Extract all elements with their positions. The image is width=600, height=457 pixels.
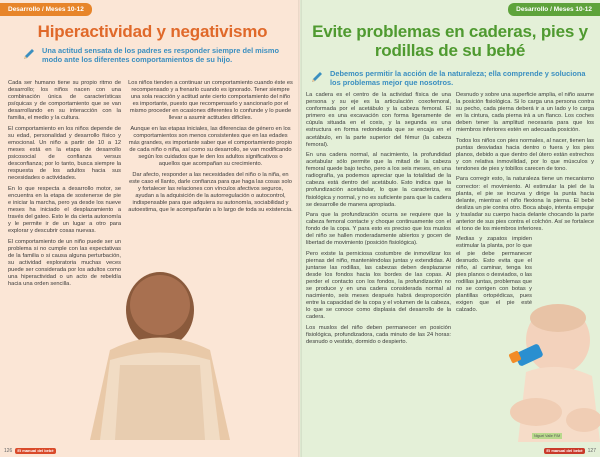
- left-footer: [4, 448, 56, 455]
- paragraph: Para que la profundización ocurra se requiere que la cabeza femoral contacte y choque continuamente con el fondo de la copa. Y para esto es preciso que los muslos del niño se hallen moderadamente abiertos y gocen de libertad de movimiento (posición fisiológica).: [306, 211, 451, 247]
- baby-bottle-photo: [496, 300, 600, 442]
- right-footer: [544, 448, 596, 455]
- paragraph: El comportamiento en los niños depende de su edad, personalidad y desarrollo físico y emocional. Un niño a partir de 10 a 12 meses está en la etapa de desarrollo psicosocial de confianza versus desconfianza; por lo tanto, busca siempre la respuesta de los adultos hacia sus necesidades o actividades.: [8, 125, 121, 182]
- paragraph: Los niños tienden a continuar un comportamiento cuando éste es recompensado y a frenarlo cuando es ignorado. Tener siempre una sola reacción y actitud ante cierto comportamiento del niño es importante, puesto que recompensarlo y sancionarlo por el mismo proceder en ocasiones diferentes lo confunde y lo puede llevar a asumir actitudes difíciles.: [128, 80, 293, 122]
- right-page-title: Evite problemas en caderas, pies y rodillas de su bebé: [312, 22, 588, 60]
- paragraph: Dar afecto, responder a las necesidades del niño o la niña, en este caso el llanto, darle confianza para que haga las cosas solo y fortalecer las relaciones con vínculos afectivos seguros, ayudan a la adquisición de la autorregulación o autocontrol, indispensable para que adquiera su autonomía, sociabilidad y autoestima, que le acompañarán a lo largo de toda su existencia.: [128, 171, 293, 213]
- paragraph: Medias y zapatos impiden estimular la planta, por lo que el pie debe permanecer desnudo. Esto evita que el niño, al caminar, tenga los pies planos o desviados, o las rodillas juntas, problemas que no se corrigen con botas y plantillas ortopédicas, pues exigen que el pie esté calzado.: [456, 236, 532, 314]
- paragraph: El comportamiento de un niño puede ser un problema si no cumple con las expectativas de la familia o si causa alguna perturbación, su actividad exploratoria muchas veces puede ser considerada por los adultos como una hiperactividad o un acto de rebeldía hacia una orden sencilla.: [8, 238, 121, 288]
- manual-logo: El manual del bebé: [17, 447, 54, 453]
- paragraph: En una cadera normal, al nacimiento, la profundidad acetabular sólo permite que la mitad de la cabeza femoral quede bajo techo, pero a los seis meses, en una radiografía, ya podemos apreciar que la totalidad de la cabeza está dentro del acetábulo. Esto indica que la profundización acetabular, lo que la caracteriza, es fisiológica y normal, y no es suficiente para que la cadera se desarrolle de manera apropiada.: [306, 151, 451, 208]
- paragraph: En lo que respecta a desarrollo motor, se encuentra en la etapa de sostenerse de pie e iniciar la marcha, pero ya desde los nueve meses ha iniciado el desplazamiento a través del gateo. Esto le da cierta autonomía y le permite ir de un lugar a otro para explorar y descubrir cosas nuevas.: [8, 185, 121, 235]
- right-column-2: [456, 92, 594, 318]
- paragraph: Aunque en las etapas iniciales, las diferencias de género en los comportamientos son menos consistentes que en las edades más grandes, es importante saber que el comportamiento propio de cada niño o niña, así como su desarrollo, se van modificando según los cuidados que le den los adultos significativos o aquellos que acompañan su crecimiento.: [128, 125, 293, 168]
- right-page-subtitle: Debemos permitir la acción de la naturaleza; ella comprende y soluciona los problemas mejor que nosotros.: [330, 69, 586, 87]
- right-column-1: [306, 92, 451, 349]
- paragraph: Todos los niños con pies normales, al nacer, tienen las puntas desviadas hacia dentro o fuera y los pies planos, debido a que dentro del útero están estrechos y con relativa inmovilidad, por lo que músculos y tendones de pies y tobillos carecen de tono.: [456, 137, 594, 173]
- right-page: [300, 0, 600, 457]
- paragraph: Para corregir esto, la naturaleza tiene un mecanismo corrector: el movimiento. Al estimular la piel de la planta, el pie se incurva y dirige la punta hacia delante, mientras el niño flexiona la pierna. El bebé desliza un pie contra otro. Boca abajo, intenta empujar y trasladar su cuerpo hacia delante chocando la parte anterior de sus pies contra el colchón. Así se fortalece el tono de los miembros inferiores.: [456, 176, 594, 233]
- paragraph: Desnudo y sobre una superficie amplia, el niño asume la posición fisiológica. Si lo carga una persona contra su pecho, cada pierna deberá ir a un lado y lo carga en la cintura, cada pierna irá a un flanco. Los coches deben tener la amplitud necesaria para que los miembros inferiores estén en adecuada posición.: [456, 92, 594, 134]
- page-number: 127: [587, 447, 596, 454]
- left-column-1: [8, 80, 121, 291]
- section-tab-right: Desarrollo / Meses 10-12: [508, 3, 600, 16]
- manual-logo: El manual del bebé: [546, 447, 583, 453]
- pencil-icon: [310, 70, 324, 84]
- baby-back-photo: [80, 265, 240, 440]
- page-number: 126: [4, 447, 13, 454]
- photo-credit: Niguel Valle F/M: [534, 434, 561, 438]
- page-gutter: [298, 0, 302, 457]
- left-column-2: [128, 80, 293, 217]
- paragraph: Los muslos del niño deben permanecer en posición fisiológica, profundizadora, cada minuto de las 24 horas: desnudo o vestido, dormido o despierto.: [306, 324, 451, 345]
- section-tab-left: Desarrollo / Meses 10-12: [0, 3, 92, 16]
- pencil-icon: [22, 47, 36, 61]
- paragraph: La cadera es el centro de la actividad física de una persona y su eje es la articulación coxofemoral, conformada por el acetábulo y la cabeza femoral. El primero es una excavación con forma ligeramente de cúpula situada en el coxis, y la segunda es una estructura en forma redondeada que se encaja en el acetábulo, en la parte superior del fémur (la cabeza femoral).: [306, 92, 451, 148]
- paragraph: Cada ser humano tiene su propio ritmo de desarrollo; los niños nacen con una combinación única de características psíquicas y de comportamiento que se van desarrollando en su interacción con la familia, el medio y la cultura.: [8, 80, 121, 122]
- paragraph: Pero existe la perniciosa costumbre de inmovilizar los piernas del niño, manteniéndolas juntas y extendidas. Al juntarse las rodillas, las cabezas deben desplazarse desde los fondos hacia los bordes de las copas. Al perder el contacto con los fondos, la profundización no se produce y en una cadera considerada normal al nacimiento, seis meses después habrá desproporción entre la capacidad de la copa y el volumen de la cabeza, lo que se conoce como displasia del desarrollo de la cadera.: [306, 250, 451, 321]
- left-page-subtitle: Una actitud sensata de los padres es responder siempre del mismo modo ante los diferentes comportamientos de su hijo.: [42, 46, 279, 64]
- left-page-title: Hiperactividad y negativismo: [37, 22, 268, 41]
